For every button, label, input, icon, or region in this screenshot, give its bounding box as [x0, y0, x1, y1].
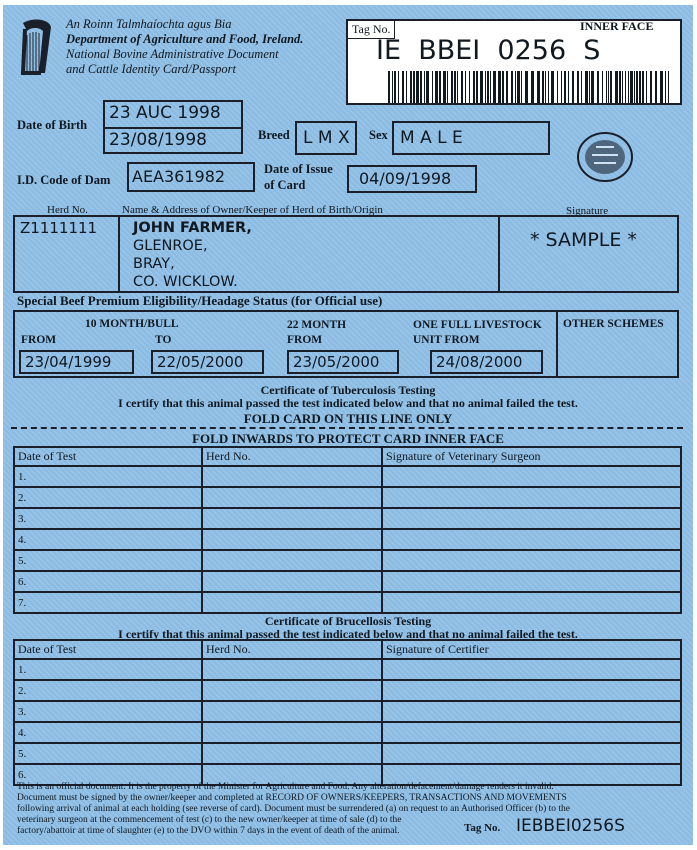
- tb-test-table: [13, 446, 682, 614]
- signature-cell[interactable]: [382, 487, 681, 508]
- tb-col-signature: Signature of Veterinary Surgeon: [382, 447, 681, 466]
- row-number: 6.: [14, 571, 202, 592]
- tb-col-date: Date of Test: [14, 447, 202, 466]
- herd-cell[interactable]: [202, 571, 382, 592]
- table-row: [14, 743, 681, 764]
- herd-value: Z1111111: [20, 219, 98, 237]
- brucellosis-col-date: Date of Test: [14, 640, 202, 659]
- row-number: 4.: [14, 529, 202, 550]
- brucellosis-statement: I certify that this animal passed the test indicated below and that no animal failed the test.: [118, 627, 578, 641]
- inner-face-label: INNER FACE: [580, 19, 654, 33]
- issue-label-line1: Date of Issue: [264, 162, 333, 176]
- table-row: [14, 466, 681, 487]
- row-number: 2.: [14, 487, 202, 508]
- premium-col3-header-line1: ONE FULL LIVESTOCK: [413, 319, 542, 331]
- dob-numeric-value: 23/08/1998: [109, 130, 207, 150]
- premium-livestock-value: 24/08/2000: [436, 353, 523, 371]
- signature-cell[interactable]: [382, 571, 681, 592]
- harp-emblem-icon: [15, 17, 55, 77]
- footer-line: factory/abattoir at time of slaughter (e) to the DVO within 7 days in the event of death of the animal.: [17, 826, 400, 836]
- table-row: [14, 659, 681, 680]
- signature-value: * SAMPLE *: [530, 229, 637, 251]
- owner-address-line: GLENROE,: [133, 238, 208, 254]
- dob-text-value: 23 AUC 1998: [109, 103, 221, 123]
- herd-cell[interactable]: [202, 659, 382, 680]
- dam-label: I.D. Code of Dam: [17, 173, 111, 187]
- row-number: 4.: [14, 722, 202, 743]
- premium-to-value: 22/05/2000: [157, 353, 244, 371]
- signature-label: Signature: [566, 205, 609, 217]
- dam-value: AEA361982: [132, 167, 226, 186]
- dam-box: [127, 162, 255, 192]
- premium-col2-header: [287, 318, 346, 348]
- premium-livestock-box: [430, 350, 543, 374]
- issue-value: 04/09/1998: [359, 169, 452, 188]
- header-line-irish: An Roinn Talmhaíochta agus Bia: [66, 17, 232, 31]
- premium-col1-header: 10 MONTH/BULL: [85, 318, 179, 330]
- table-row: [14, 508, 681, 529]
- row-number: 3.: [14, 508, 202, 529]
- premium-from-value: 23/04/1999: [25, 353, 112, 371]
- breed-box: [295, 121, 357, 155]
- brucellosis-col-signature: Signature of Certifier: [382, 640, 681, 659]
- herd-cell[interactable]: [202, 592, 382, 613]
- signature-cell[interactable]: [382, 529, 681, 550]
- row-number: 3.: [14, 701, 202, 722]
- barcode-icon: [388, 71, 672, 103]
- header-text: [66, 17, 303, 77]
- fold-line: [11, 427, 683, 429]
- premium-to-box: [151, 350, 264, 374]
- table-row: [14, 701, 681, 722]
- table-row: [14, 487, 681, 508]
- fold-inwards-label: FOLD INWARDS TO PROTECT CARD INNER FACE: [192, 431, 504, 446]
- tag-number: IE BBEI 0256 S: [376, 35, 601, 66]
- premium-22month-value: 23/05/2000: [293, 353, 380, 371]
- breed-value: L M X: [303, 128, 350, 148]
- herd-cell[interactable]: [202, 487, 382, 508]
- signature-cell[interactable]: [382, 680, 681, 701]
- herd-cell[interactable]: [202, 743, 382, 764]
- name-address-label: Name & Address of Owner/Keeper of Herd of Birth/Origin: [122, 204, 383, 216]
- signature-cell[interactable]: [382, 592, 681, 613]
- row-number: 6.: [14, 764, 202, 785]
- row-number: 1.: [14, 466, 202, 487]
- herd-cell[interactable]: [202, 508, 382, 529]
- table-row: [14, 722, 681, 743]
- tag-label: Tag No.: [348, 21, 395, 39]
- row-number: 5.: [14, 743, 202, 764]
- premium-col3-header: [413, 318, 542, 348]
- footer-tag-value: IEBBEI0256S: [516, 816, 625, 836]
- signature-cell[interactable]: [382, 722, 681, 743]
- owner-address-line: CO. WICKLOW.: [133, 274, 238, 290]
- herd-cell[interactable]: [202, 701, 382, 722]
- table-row: [14, 529, 681, 550]
- tb-col-herd: Herd No.: [202, 447, 382, 466]
- premium-to-label: TO: [155, 334, 172, 346]
- tb-statement: I certify that this animal passed the test indicated below and that no animal failed the test.: [118, 396, 578, 410]
- brucellosis-col-herd: Herd No.: [202, 640, 382, 659]
- herd-cell[interactable]: [202, 680, 382, 701]
- table-row: [14, 680, 681, 701]
- herd-cell[interactable]: [202, 550, 382, 571]
- row-number: 1.: [14, 659, 202, 680]
- breed-label: Breed: [258, 128, 290, 142]
- owner-address: [133, 219, 252, 291]
- footer-line: veterinary surgeon at the commencement of test (c) to the new owner/keeper at time of sale (d) to the: [17, 815, 402, 825]
- premium-title: Special Beef Premium Eligibility/Headage Status (for Official use): [17, 293, 383, 308]
- owner-address-line: BRAY,: [133, 256, 175, 272]
- sex-box: [392, 121, 550, 155]
- premium-22month-box: [287, 350, 399, 374]
- fold-line-label: FOLD CARD ON THIS LINE ONLY: [243, 411, 453, 426]
- dob-label: Date of Birth: [17, 118, 88, 132]
- herd-label: Herd No.: [47, 204, 88, 216]
- premium-box: [13, 310, 679, 378]
- herd-cell[interactable]: [202, 529, 382, 550]
- signature-cell[interactable]: [382, 701, 681, 722]
- signature-cell[interactable]: [382, 659, 681, 680]
- header-line-department: Department of Agriculture and Food, Ireland.: [66, 32, 304, 46]
- footer-line: following arrival of animal at each holding (see reverse of card). Document must be surrendered (a) on request to an Authorised Officer (b) to the: [17, 804, 570, 814]
- official-seal-icon: [576, 131, 634, 183]
- signature-cell[interactable]: [382, 508, 681, 529]
- sex-value: M A L E: [400, 128, 463, 148]
- row-number: 2.: [14, 680, 202, 701]
- row-number: 5.: [14, 550, 202, 571]
- footer-line: This is an official document. It is the property of the Minister for Agriculture and Food. Any alteration/defacement/damage renders it invalid.: [17, 782, 554, 792]
- premium-col2-header-line2: FROM: [287, 334, 323, 346]
- tb-title: Certificate of Tuberculosis Testing: [260, 383, 436, 397]
- dob-box: [103, 100, 243, 154]
- brucellosis-title: Certificate of Brucellosis Testing: [264, 614, 432, 628]
- footer-tag-label: Tag No.: [464, 822, 501, 834]
- signature-cell[interactable]: [382, 550, 681, 571]
- footer-line: Document must be signed by the owner/keeper and completed at RECORD OF OWNERS/KEEPERS, TRANSACTIONS AND MOVEMENTS: [17, 793, 567, 803]
- owner-name: JOHN FARMER,: [133, 220, 252, 236]
- other-schemes-label: OTHER SCHEMES: [563, 318, 664, 330]
- herd-cell[interactable]: [202, 722, 382, 743]
- premium-from-box: [19, 350, 134, 374]
- premium-from-label: FROM: [21, 334, 57, 346]
- signature-cell[interactable]: [382, 466, 681, 487]
- owner-box: [13, 215, 679, 293]
- issue-label-line2: of Card: [264, 178, 306, 192]
- header-line-passport: and Cattle Identity Card/Passport: [66, 62, 237, 76]
- premium-col3-header-line2: UNIT FROM: [413, 334, 480, 346]
- table-row: [14, 571, 681, 592]
- table-row: [14, 592, 681, 613]
- table-row: [14, 550, 681, 571]
- sex-label: Sex: [369, 128, 388, 142]
- herd-cell[interactable]: [202, 466, 382, 487]
- cattle-passport-card: [3, 5, 693, 845]
- issue-box: [347, 165, 477, 193]
- row-number: 7.: [14, 592, 202, 613]
- premium-col2-header-line1: 22 MONTH: [287, 319, 347, 331]
- issue-label: [264, 161, 333, 193]
- brucellosis-test-table: [13, 639, 682, 786]
- header-line-document: National Bovine Administrative Document: [66, 47, 279, 61]
- signature-cell[interactable]: [382, 743, 681, 764]
